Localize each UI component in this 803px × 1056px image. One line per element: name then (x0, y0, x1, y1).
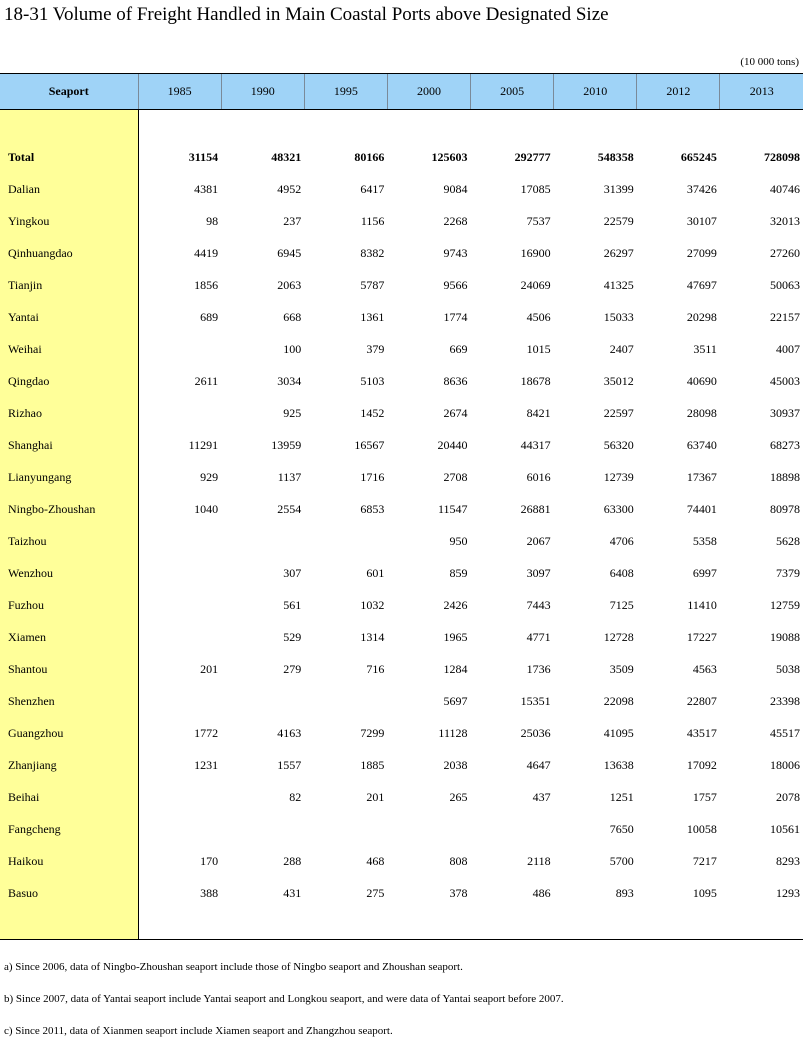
value-cell: 12759 (770, 597, 800, 612)
port-name: Guangzhou (0, 717, 138, 749)
value-cell: 44317 (520, 437, 551, 452)
value-cell: 15033 (603, 309, 634, 324)
value-cell: 279 (283, 661, 302, 676)
value-cell: 3034 (277, 373, 302, 388)
value-cell: 30107 (686, 213, 717, 228)
value-cell (387, 813, 470, 845)
value-cell: 601 (366, 565, 385, 580)
value-cell: 22098 (603, 693, 634, 708)
port-name: Shantou (0, 653, 138, 685)
value-cell: 41325 (603, 277, 634, 292)
value-cell (138, 813, 221, 845)
value-cell (304, 525, 387, 557)
value-cell: 12728 (603, 629, 634, 644)
table-row (0, 621, 803, 653)
value-cell (138, 333, 221, 365)
value-cell: 40746 (770, 181, 800, 196)
value-cell: 9566 (443, 277, 468, 292)
value-cell: 2674 (443, 405, 468, 420)
value-cell: 437 (532, 789, 551, 804)
value-cell: 6853 (360, 501, 385, 516)
value-cell: 23398 (770, 693, 800, 708)
footnotes (4, 960, 564, 1056)
value-cell: 17367 (686, 469, 717, 484)
value-cell: 32013 (770, 213, 800, 228)
value-cell: 10561 (770, 821, 800, 836)
value-cell: 2268 (443, 213, 468, 228)
value-cell: 31399 (603, 181, 634, 196)
value-cell: 728098 (764, 149, 800, 164)
value-cell: 9743 (443, 245, 468, 260)
value-cell: 63300 (603, 501, 634, 516)
value-cell: 22807 (686, 693, 717, 708)
value-cell: 6417 (360, 181, 385, 196)
value-cell: 1156 (360, 213, 385, 228)
port-name: Tianjin (0, 269, 138, 301)
value-cell: 5697 (443, 693, 468, 708)
value-cell: 4506 (526, 309, 551, 324)
value-cell: 201 (200, 661, 219, 676)
value-cell: 6016 (526, 469, 551, 484)
value-cell: 201 (366, 789, 385, 804)
value-cell: 2118 (527, 853, 551, 868)
value-cell: 19088 (770, 629, 800, 644)
value-cell: 1452 (360, 405, 385, 420)
value-cell: 893 (615, 885, 634, 900)
port-name: Xiamen (0, 621, 138, 653)
table-row (0, 813, 803, 845)
value-cell: 1293 (776, 885, 800, 900)
value-cell (138, 589, 221, 621)
table-row (0, 141, 803, 173)
value-cell: 5700 (609, 853, 634, 868)
value-cell: 1361 (360, 309, 385, 324)
value-cell: 1231 (194, 757, 219, 772)
value-cell: 56320 (603, 437, 634, 452)
header-year: 2005 (471, 74, 554, 110)
header-row (0, 74, 803, 110)
value-cell: 48321 (271, 149, 302, 164)
value-cell: 561 (283, 597, 302, 612)
footnote: b) Since 2007, data of Yantai seaport include Yantai seaport and Longkou seaport, and were data of Yantai seaport before 2007. (4, 993, 564, 1005)
value-cell: 668 (283, 309, 302, 324)
value-cell (138, 525, 221, 557)
table-row (0, 365, 803, 397)
unit-label: (10 000 tons) (740, 56, 799, 68)
value-cell: 388 (200, 885, 219, 900)
value-cell: 808 (449, 853, 468, 868)
value-cell: 22597 (603, 405, 634, 420)
header-year: 2012 (637, 74, 720, 110)
port-name: Fuzhou (0, 589, 138, 621)
value-cell: 7537 (526, 213, 551, 228)
value-cell: 2078 (776, 789, 800, 804)
value-cell: 3097 (526, 565, 551, 580)
value-cell (138, 557, 221, 589)
value-cell (221, 685, 304, 717)
table-row (0, 493, 803, 525)
port-name: Zhanjiang (0, 749, 138, 781)
value-cell: 669 (449, 341, 468, 356)
table-row (0, 653, 803, 685)
value-cell: 1736 (526, 661, 551, 676)
value-cell: 5628 (776, 533, 800, 548)
header-year: 1990 (221, 74, 304, 110)
value-cell: 1885 (360, 757, 385, 772)
port-name: Total (0, 141, 138, 173)
value-cell: 431 (283, 885, 302, 900)
table-row (0, 749, 803, 781)
freight-table (0, 73, 803, 940)
value-cell (138, 685, 221, 717)
header-year: 2013 (720, 74, 803, 110)
spacer-row (0, 110, 803, 142)
value-cell: 20298 (686, 309, 717, 324)
value-cell: 1314 (360, 629, 385, 644)
table-row (0, 269, 803, 301)
value-cell: 4163 (277, 725, 302, 740)
value-cell: 45003 (770, 373, 800, 388)
table-row (0, 685, 803, 717)
value-cell: 125603 (431, 149, 468, 164)
value-cell: 98 (206, 213, 219, 228)
value-cell: 4419 (194, 245, 219, 260)
value-cell: 1040 (194, 501, 219, 516)
value-cell: 27260 (770, 245, 800, 260)
value-cell: 17092 (686, 757, 717, 772)
value-cell: 25036 (520, 725, 551, 740)
value-cell: 3511 (693, 341, 717, 356)
value-cell: 11547 (437, 501, 468, 516)
header-seaport: Seaport (0, 74, 138, 110)
value-cell: 8293 (776, 853, 800, 868)
table-row (0, 525, 803, 557)
value-cell: 17085 (520, 181, 551, 196)
header-year: 1985 (138, 74, 221, 110)
value-cell: 22157 (770, 309, 800, 324)
value-cell: 4381 (194, 181, 219, 196)
value-cell: 2063 (277, 277, 302, 292)
value-cell: 307 (283, 565, 302, 580)
value-cell: 3509 (609, 661, 634, 676)
port-cell (0, 909, 138, 940)
value-cell: 2067 (526, 533, 551, 548)
value-cell: 18678 (520, 373, 551, 388)
value-cell: 24069 (520, 277, 551, 292)
value-cell: 7217 (692, 853, 717, 868)
value-cell: 6408 (609, 565, 634, 580)
value-cell: 237 (283, 213, 302, 228)
value-cell: 716 (366, 661, 385, 676)
value-cell: 13638 (603, 757, 634, 772)
table-row (0, 557, 803, 589)
value-cell: 26297 (603, 245, 634, 260)
value-cell: 40690 (686, 373, 717, 388)
value-cell: 11291 (188, 437, 219, 452)
port-name: Shanghai (0, 429, 138, 461)
value-cell: 1965 (443, 629, 468, 644)
value-cell: 7125 (609, 597, 634, 612)
table-row (0, 429, 803, 461)
value-cell: 1856 (194, 277, 219, 292)
value-cell: 548358 (597, 149, 634, 164)
value-cell: 486 (532, 885, 551, 900)
value-cell: 82 (289, 789, 302, 804)
value-cell: 288 (283, 853, 302, 868)
value-cell: 2708 (443, 469, 468, 484)
value-cell: 6997 (692, 565, 717, 580)
value-cell: 7379 (776, 565, 800, 580)
value-cell: 292777 (514, 149, 551, 164)
value-cell: 8636 (443, 373, 468, 388)
value-cell: 13959 (271, 437, 302, 452)
table-row (0, 781, 803, 813)
port-name: Lianyungang (0, 461, 138, 493)
value-cell: 4563 (692, 661, 717, 676)
header-year: 2010 (554, 74, 637, 110)
value-cell: 378 (449, 885, 468, 900)
port-name: Weihai (0, 333, 138, 365)
value-cell: 31154 (188, 149, 219, 164)
header-year: 2000 (387, 74, 470, 110)
value-cell (304, 813, 387, 845)
value-cell: 35012 (603, 373, 634, 388)
value-cell (221, 525, 304, 557)
value-cell: 170 (200, 853, 219, 868)
value-cell: 665245 (680, 149, 717, 164)
value-cell: 4952 (277, 181, 302, 196)
value-cell: 30937 (770, 405, 800, 420)
value-cell: 2611 (194, 373, 219, 388)
value-cell (221, 813, 304, 845)
value-cell: 1284 (443, 661, 468, 676)
value-cell: 8382 (360, 245, 385, 260)
table-row (0, 237, 803, 269)
value-cell (471, 813, 554, 845)
value-cell: 689 (200, 309, 219, 324)
value-cell: 275 (366, 885, 385, 900)
table-row (0, 205, 803, 237)
value-cell: 1716 (360, 469, 385, 484)
value-cell: 2407 (609, 341, 634, 356)
value-cell: 41095 (603, 725, 634, 740)
value-cell: 100 (283, 341, 302, 356)
value-cell: 7443 (526, 597, 551, 612)
port-name: Qingdao (0, 365, 138, 397)
value-cell: 929 (200, 469, 219, 484)
value-cell: 12739 (603, 469, 634, 484)
value-cell: 68273 (770, 437, 800, 452)
value-cell: 468 (366, 853, 385, 868)
header-year: 1995 (304, 74, 387, 110)
value-cell: 18006 (770, 757, 800, 772)
port-name: Beihai (0, 781, 138, 813)
value-cell: 7299 (360, 725, 385, 740)
value-cell: 1557 (277, 757, 302, 772)
value-cell: 80166 (354, 149, 385, 164)
value-cell: 1757 (692, 789, 717, 804)
value-cell: 18898 (770, 469, 800, 484)
value-cell: 37426 (686, 181, 717, 196)
value-cell: 50063 (770, 277, 800, 292)
table-row (0, 173, 803, 205)
value-cell: 11128 (438, 725, 468, 740)
value-cell (138, 781, 221, 813)
value-cell: 45517 (770, 725, 800, 740)
value-cell: 1015 (526, 341, 551, 356)
table-row (0, 717, 803, 749)
value-cell: 22579 (603, 213, 634, 228)
port-cell (0, 110, 138, 142)
port-name: Fangcheng (0, 813, 138, 845)
page-title: 18-31 Volume of Freight Handled in Main Coastal Ports above Designated Size (4, 4, 609, 25)
table-row (0, 461, 803, 493)
value-cell: 1032 (360, 597, 385, 612)
port-name: Rizhao (0, 397, 138, 429)
value-cell: 8421 (526, 405, 551, 420)
value-cell: 9084 (443, 181, 468, 196)
value-cell: 4007 (776, 341, 800, 356)
value-cell: 1772 (194, 725, 219, 740)
value-cell: 7650 (609, 821, 634, 836)
value-cell: 1251 (609, 789, 634, 804)
value-cell (138, 397, 221, 429)
footnote: a) Since 2006, data of Ningbo-Zhoushan seaport include those of Ningbo seaport and Zhoushan seaport. (4, 961, 463, 973)
value-cell: 2038 (443, 757, 468, 772)
value-cell: 80978 (770, 501, 800, 516)
port-name: Qinhuangdao (0, 237, 138, 269)
table-row (0, 589, 803, 621)
value-cell: 16900 (520, 245, 551, 260)
value-cell: 265 (449, 789, 468, 804)
port-name: Shenzhen (0, 685, 138, 717)
port-name: Wenzhou (0, 557, 138, 589)
port-name: Haikou (0, 845, 138, 877)
value-cell: 27099 (686, 245, 717, 260)
value-cell: 28098 (686, 405, 717, 420)
port-name: Taizhou (0, 525, 138, 557)
value-cell: 15351 (520, 693, 551, 708)
value-cell: 1095 (692, 885, 717, 900)
value-cell: 5103 (360, 373, 385, 388)
value-cell: 1137 (277, 469, 302, 484)
value-cell: 4706 (609, 533, 634, 548)
value-cell: 47697 (686, 277, 717, 292)
value-cell (138, 621, 221, 653)
table-row (0, 333, 803, 365)
value-cell: 2426 (443, 597, 468, 612)
table-row (0, 301, 803, 333)
value-cell: 74401 (686, 501, 717, 516)
value-cell: 4771 (526, 629, 551, 644)
value-cell: 43517 (686, 725, 717, 740)
value-cell: 5038 (776, 661, 800, 676)
value-cell: 1774 (443, 309, 468, 324)
table-row (0, 845, 803, 877)
value-cell: 11410 (687, 597, 717, 612)
port-name: Dalian (0, 173, 138, 205)
table-row (0, 877, 803, 909)
value-cell: 6945 (277, 245, 302, 260)
value-cell: 859 (449, 565, 468, 580)
value-cell: 17227 (686, 629, 717, 644)
footnote: c) Since 2011, data of Xianmen seaport include Xiamen seaport and Zhangzhou seaport. (4, 1025, 393, 1037)
value-cell: 26881 (520, 501, 551, 516)
value-cell: 63740 (686, 437, 717, 452)
port-name: Basuo (0, 877, 138, 909)
port-name: Yantai (0, 301, 138, 333)
table-row (0, 397, 803, 429)
port-name: Yingkou (0, 205, 138, 237)
value-cell: 4647 (526, 757, 551, 772)
value-cell: 529 (283, 629, 302, 644)
value-cell: 5787 (360, 277, 385, 292)
value-cell (304, 685, 387, 717)
value-cell: 16567 (354, 437, 385, 452)
value-cell: 5358 (692, 533, 717, 548)
value-cell: 2554 (277, 501, 302, 516)
value-cell: 950 (449, 533, 468, 548)
spacer-row (0, 909, 803, 940)
value-cell: 10058 (686, 821, 717, 836)
value-cell: 20440 (437, 437, 468, 452)
value-cell: 379 (366, 341, 385, 356)
value-cell: 925 (283, 405, 302, 420)
port-name: Ningbo-Zhoushan (0, 493, 138, 525)
